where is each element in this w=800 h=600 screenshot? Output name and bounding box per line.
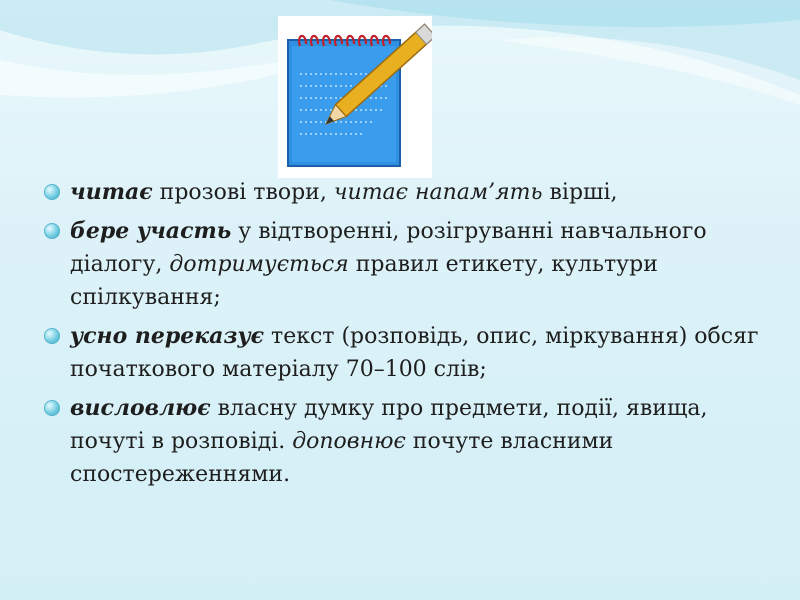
item-text: текст (розповідь, опис, міркування) обсяг початкового матеріалу 70–100 слів;: [70, 324, 759, 382]
round-bullet-icon: [44, 184, 60, 200]
item-text: дотримується: [169, 252, 349, 277]
list-item: [42, 215, 762, 314]
item-text: усно переказує: [70, 323, 265, 349]
item-text: у відтворенні, розігруванні навчального діалогу,: [70, 219, 707, 277]
item-text: прозові твори,: [152, 180, 334, 205]
item-text: доповнює: [292, 429, 406, 454]
round-bullet-icon: [44, 400, 60, 416]
item-text: читає напам’ять: [333, 180, 543, 205]
item-text: висловлює: [70, 395, 211, 421]
list-item: [42, 320, 762, 386]
item-text: правил етикету, культури спілкування;: [70, 252, 658, 310]
item-text: читає: [70, 179, 153, 205]
item-text: власну думку про предмети, події, явища, почуті в розповіді.: [70, 396, 708, 454]
item-text: почуте власними спостереженнями.: [70, 429, 614, 487]
list-item: [42, 392, 762, 491]
notepad-with-pencil-icon: [278, 16, 432, 178]
bullet-list: [42, 176, 762, 497]
list-item: [42, 176, 762, 209]
round-bullet-icon: [44, 328, 60, 344]
round-bullet-icon: [44, 223, 60, 239]
item-text: бере участь: [70, 218, 232, 244]
item-text: вірші,: [542, 180, 618, 205]
